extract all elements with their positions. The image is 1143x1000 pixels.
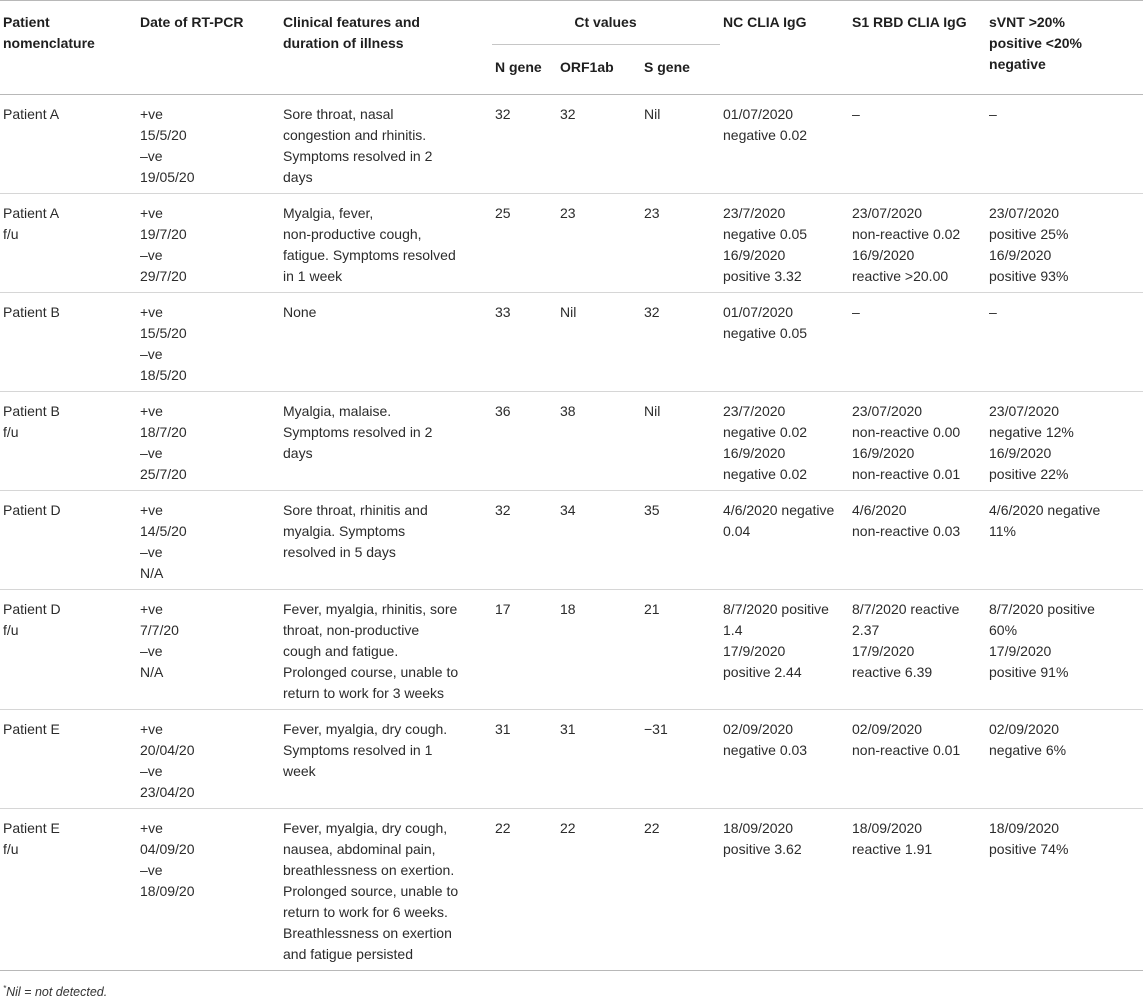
cell-patient: Patient E <box>0 710 137 809</box>
cell-clinical: Fever, myalgia, dry cough. Symptoms resolved in 1 week <box>280 710 492 809</box>
cell-nc-clia: 01/07/2020 negative 0.02 <box>720 95 849 194</box>
cell-svnt: 02/09/2020 negative 6% <box>986 710 1143 809</box>
cell-nc-clia: 02/09/2020 negative 0.03 <box>720 710 849 809</box>
table-body <box>0 95 1143 971</box>
cell-nc-clia: 4/6/2020 negative 0.04 <box>720 491 849 590</box>
header-date: Date of RT-PCR <box>137 1 280 95</box>
cell-clinical: Myalgia, fever, non-productive cough, fatigue. Symptoms resolved in 1 week <box>280 194 492 293</box>
cell-patient: Patient B <box>0 293 137 392</box>
cell-date: +ve 14/5/20 –ve N/A <box>137 491 280 590</box>
cell-s1-rbd: 4/6/2020 non-reactive 0.03 <box>849 491 986 590</box>
cell-s-gene: 22 <box>641 809 720 971</box>
cell-date: +ve 04/09/20 –ve 18/09/20 <box>137 809 280 971</box>
cell-n-gene: 17 <box>492 590 557 710</box>
cell-s1-rbd: 8/7/2020 reactive 2.37 17/9/2020 reactive 6.39 <box>849 590 986 710</box>
header-clinical: Clinical features and duration of illness <box>280 1 492 95</box>
cell-orf1ab: 32 <box>557 95 641 194</box>
footnote-marker: * <box>3 984 7 993</box>
cell-s1-rbd: 02/09/2020 non-reactive 0.01 <box>849 710 986 809</box>
cell-n-gene: 31 <box>492 710 557 809</box>
cell-s1-rbd: – <box>849 95 986 194</box>
cell-svnt: 23/07/2020 positive 25% 16/9/2020 positive 93% <box>986 194 1143 293</box>
cell-date: +ve 15/5/20 –ve 19/05/20 <box>137 95 280 194</box>
cell-s-gene: Nil <box>641 392 720 491</box>
table-row <box>0 392 1143 491</box>
cell-orf1ab: 18 <box>557 590 641 710</box>
table-row <box>0 491 1143 590</box>
cell-orf1ab: Nil <box>557 293 641 392</box>
cell-orf1ab: 34 <box>557 491 641 590</box>
table-header <box>0 1 1143 95</box>
header-ct-values <box>492 1 720 45</box>
cell-nc-clia: 23/7/2020 negative 0.02 16/9/2020 negative 0.02 <box>720 392 849 491</box>
footnote-text: Nil = not detected. <box>6 985 108 1000</box>
cell-clinical: Sore throat, nasal congestion and rhinitis. Symptoms resolved in 2 days <box>280 95 492 194</box>
cell-svnt: 18/09/2020 positive 74% <box>986 809 1143 971</box>
cell-nc-clia: 8/7/2020 positive 1.4 17/9/2020 positive 2.44 <box>720 590 849 710</box>
table-row <box>0 710 1143 809</box>
table-row <box>0 293 1143 392</box>
cell-orf1ab: 38 <box>557 392 641 491</box>
cell-nc-clia: 18/09/2020 positive 3.62 <box>720 809 849 971</box>
cell-s-gene: 21 <box>641 590 720 710</box>
table-row <box>0 809 1143 971</box>
cell-orf1ab: 31 <box>557 710 641 809</box>
cell-patient: Patient D f/u <box>0 590 137 710</box>
header-nc-clia: NC CLIA IgG <box>720 1 849 95</box>
cell-s-gene: Nil <box>641 95 720 194</box>
cell-s1-rbd: 18/09/2020 reactive 1.91 <box>849 809 986 971</box>
cell-patient: Patient A <box>0 95 137 194</box>
header-s1-rbd: S1 RBD CLIA IgG <box>849 1 986 95</box>
cell-n-gene: 25 <box>492 194 557 293</box>
cell-s-gene: −31 <box>641 710 720 809</box>
cell-patient: Patient D <box>0 491 137 590</box>
cell-s1-rbd: 23/07/2020 non-reactive 0.00 16/9/2020 non-reactive 0.01 <box>849 392 986 491</box>
cell-nc-clia: 23/7/2020 negative 0.05 16/9/2020 positive 3.32 <box>720 194 849 293</box>
header-patient: Patient nomenclature <box>0 1 137 95</box>
table-footnote <box>0 971 1143 1000</box>
cell-svnt: – <box>986 95 1143 194</box>
cell-date: +ve 19/7/20 –ve 29/7/20 <box>137 194 280 293</box>
table-row <box>0 590 1143 710</box>
cell-s-gene: 23 <box>641 194 720 293</box>
cell-svnt: – <box>986 293 1143 392</box>
cell-svnt: 4/6/2020 negative 11% <box>986 491 1143 590</box>
cell-clinical: None <box>280 293 492 392</box>
cell-clinical: Fever, myalgia, dry cough, nausea, abdominal pain, breathlessness on exertion. Prolonged source, unable to return to work for 6 weeks. Breathlessness on exertion and fatigue persisted <box>280 809 492 971</box>
table-row <box>0 194 1143 293</box>
cell-n-gene: 32 <box>492 491 557 590</box>
cell-nc-clia: 01/07/2020 negative 0.05 <box>720 293 849 392</box>
cell-date: +ve 20/04/20 –ve 23/04/20 <box>137 710 280 809</box>
header-n-gene: N gene <box>495 59 542 75</box>
cell-n-gene: 36 <box>492 392 557 491</box>
cell-clinical: Fever, myalgia, rhinitis, sore throat, non-productive cough and fatigue. Prolonged course, unable to return to work for 3 weeks <box>280 590 492 710</box>
header-ct-values-label: Ct values <box>574 14 637 30</box>
cell-patient: Patient A f/u <box>0 194 137 293</box>
cell-n-gene: 33 <box>492 293 557 392</box>
header-svnt: sVNT >20% positive <20% negative <box>986 1 1143 95</box>
cell-date: +ve 7/7/20 –ve N/A <box>137 590 280 710</box>
cell-s1-rbd: – <box>849 293 986 392</box>
cell-date: +ve 18/7/20 –ve 25/7/20 <box>137 392 280 491</box>
cell-clinical: Myalgia, malaise. Symptoms resolved in 2 days <box>280 392 492 491</box>
cell-orf1ab: 23 <box>557 194 641 293</box>
header-s-gene: S gene <box>644 59 690 75</box>
cell-clinical: Sore throat, rhinitis and myalgia. Symptoms resolved in 5 days <box>280 491 492 590</box>
table-row <box>0 95 1143 194</box>
cell-svnt: 23/07/2020 negative 12% 16/9/2020 positive 22% <box>986 392 1143 491</box>
cell-n-gene: 22 <box>492 809 557 971</box>
cell-patient: Patient B f/u <box>0 392 137 491</box>
cell-patient: Patient E f/u <box>0 809 137 971</box>
cell-orf1ab: 22 <box>557 809 641 971</box>
header-orf1ab: ORF1ab <box>560 59 614 75</box>
cell-date: +ve 15/5/20 –ve 18/5/20 <box>137 293 280 392</box>
cell-n-gene: 32 <box>492 95 557 194</box>
cell-s1-rbd: 23/07/2020 non-reactive 0.02 16/9/2020 reactive >20.00 <box>849 194 986 293</box>
cell-svnt: 8/7/2020 positive 60% 17/9/2020 positive 91% <box>986 590 1143 710</box>
cell-s-gene: 32 <box>641 293 720 392</box>
cell-s-gene: 35 <box>641 491 720 590</box>
